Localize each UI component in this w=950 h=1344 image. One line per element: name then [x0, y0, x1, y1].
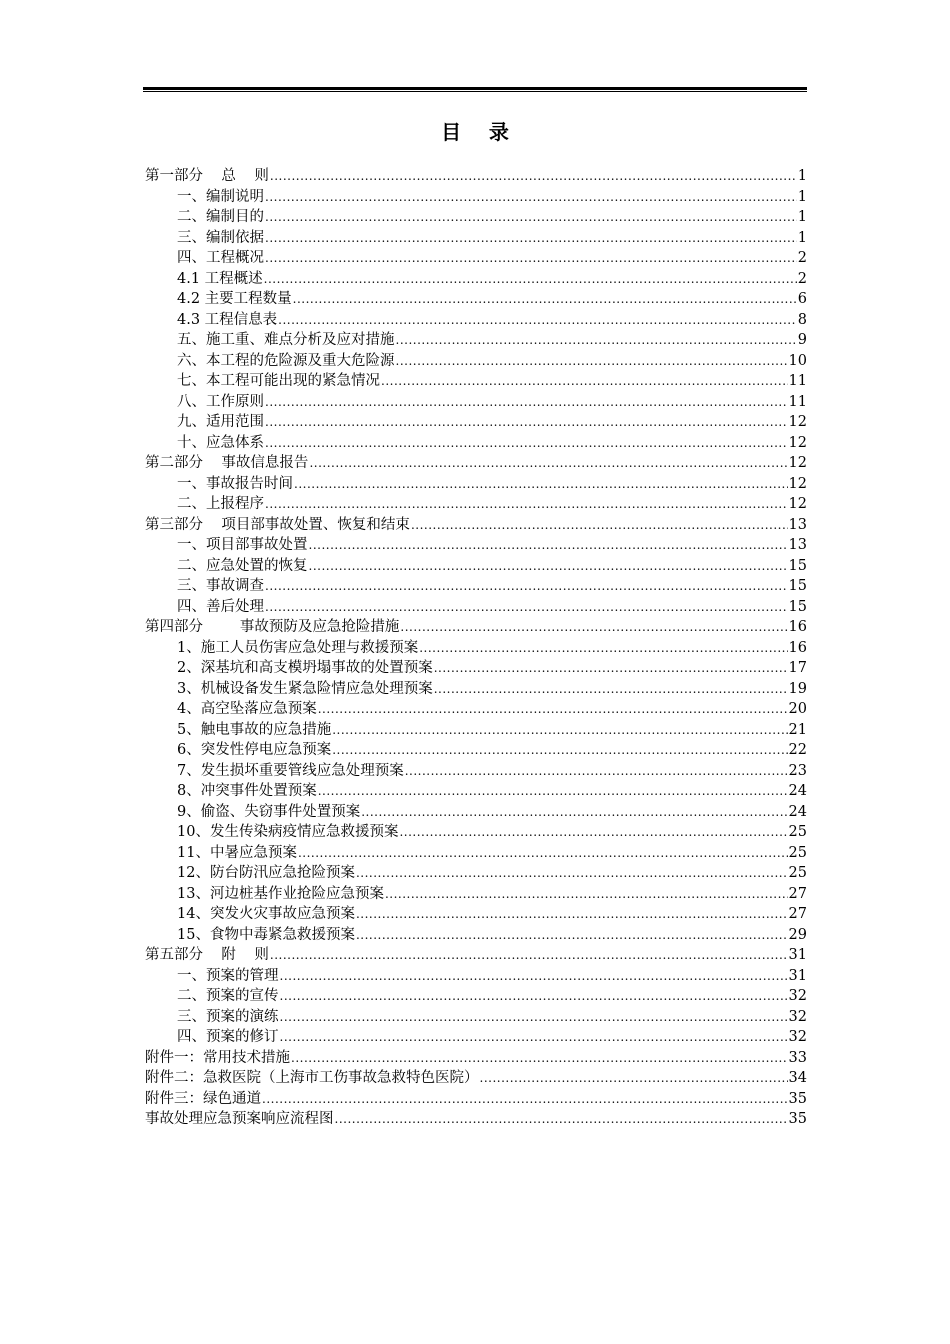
toc-entry-label: 12、防台防汛应急抢险预案 — [177, 865, 355, 881]
toc-dot-leader — [265, 392, 788, 413]
toc-dot-leader — [264, 269, 797, 290]
toc-entry-label: 11、中暑应急预案 — [177, 844, 297, 861]
toc-entry[interactable] — [145, 392, 807, 413]
toc-entry-page-number: 24 — [788, 783, 807, 799]
toc-entry-label: 7、发生损坏重要管线应急处理预案 — [177, 762, 404, 779]
toc-dot-leader — [270, 945, 788, 966]
toc-entry[interactable] — [145, 884, 807, 905]
toc-dot-leader — [381, 371, 788, 392]
toc-entry[interactable] — [145, 289, 807, 310]
toc-entry-label: 附件二：急救医院（上海市工伤事故急救特色医院） — [145, 1070, 479, 1086]
toc-entry[interactable] — [145, 453, 807, 474]
toc-dot-leader — [356, 925, 788, 946]
toc-dot-leader — [411, 515, 788, 536]
toc-entry-page-number: 32 — [788, 1008, 807, 1025]
toc-entry-label: 3、机械设备发生紧急险情应急处理预案 — [177, 680, 433, 697]
toc-entry-page-number: 13 — [788, 537, 807, 553]
toc-entry-page-number: 25 — [788, 844, 807, 861]
toc-entry-label: 一、事故报告时间 — [177, 475, 293, 492]
toc-entry-page-number: 1 — [797, 209, 807, 225]
toc-entry[interactable] — [145, 433, 807, 454]
toc-dot-leader — [332, 720, 787, 741]
toc-entry-label: 4.3 工程信息表 — [177, 311, 278, 328]
toc-dot-leader — [405, 761, 788, 782]
toc-dot-leader — [280, 1007, 788, 1028]
toc-dot-leader — [318, 699, 788, 720]
toc-entry-label: 13、河边桩基作业抢险应急预案 — [177, 885, 384, 902]
toc-entry-page-number: 2 — [797, 250, 807, 266]
toc-entry-page-number: 29 — [788, 926, 807, 943]
toc-entry-label: 八、工作原则 — [177, 393, 264, 410]
toc-entry[interactable] — [145, 269, 807, 290]
toc-entry-label: 九、适用范围 — [177, 414, 264, 430]
toc-dot-leader — [280, 986, 788, 1007]
toc-entry-page-number: 2 — [797, 270, 807, 287]
toc-entry-label: 十、应急体系 — [177, 434, 264, 451]
toc-entry[interactable] — [145, 310, 807, 331]
toc-dot-leader — [265, 597, 788, 618]
toc-dot-leader — [396, 330, 797, 351]
toc-entry-page-number: 21 — [788, 721, 807, 738]
toc-entry-label: 三、事故调查 — [177, 578, 264, 594]
toc-dot-leader — [399, 822, 787, 843]
toc-dot-leader — [293, 289, 797, 310]
toc-entry[interactable] — [145, 556, 807, 577]
toc-dot-leader — [309, 453, 787, 474]
toc-entry-label: 三、编制依据 — [177, 229, 264, 246]
toc-entry[interactable] — [145, 1048, 807, 1069]
toc-entry-label: 14、突发火灾事故应急预案 — [177, 906, 355, 922]
toc-dot-leader — [265, 187, 797, 208]
toc-entry-label: 5、触电事故的应急措施 — [177, 721, 332, 738]
toc-entry-label: 二、应急处置的恢复 — [177, 557, 308, 574]
toc-dot-leader — [309, 535, 788, 556]
toc-entry-label: 9、偷盗、失窃事件处置预案 — [177, 803, 361, 820]
toc-dot-leader — [318, 781, 788, 802]
toc-entry-page-number: 35 — [788, 1111, 807, 1127]
toc-entry-page-number: 32 — [788, 988, 807, 1004]
toc-entry-page-number: 8 — [797, 311, 807, 328]
toc-entry[interactable] — [145, 351, 807, 372]
toc-dot-leader — [480, 1068, 788, 1089]
toc-entry-label: 五、施工重、难点分析及应对措施 — [177, 332, 395, 348]
toc-entry[interactable] — [145, 474, 807, 495]
toc-entry[interactable] — [145, 781, 807, 802]
toc-entry[interactable] — [145, 494, 807, 515]
toc-entry-page-number: 32 — [788, 1029, 807, 1045]
toc-entry[interactable] — [145, 617, 807, 638]
toc-entry-page-number: 16 — [788, 639, 807, 656]
toc-entry[interactable] — [145, 412, 807, 433]
toc-entry-label: 第三部分 项目部事故处置、恢复和结束 — [145, 516, 410, 533]
toc-entry-label: 4.1 工程概述 — [177, 270, 263, 287]
toc-entry-page-number: 9 — [797, 332, 807, 348]
toc-dot-leader — [265, 412, 788, 433]
toc-dot-leader — [332, 740, 787, 761]
toc-entry-page-number: 27 — [788, 885, 807, 902]
toc-entry-label: 附件一：常用技术措施 — [145, 1049, 290, 1066]
toc-entry-page-number: 19 — [788, 680, 807, 697]
toc-entry-page-number: 12 — [788, 455, 807, 471]
toc-entry-label: 4.2 主要工程数量 — [177, 291, 292, 307]
toc-entry-page-number: 11 — [788, 373, 807, 389]
header-rule-thin — [143, 91, 807, 92]
toc-dot-leader — [262, 1089, 788, 1110]
toc-entry[interactable] — [145, 658, 807, 679]
toc-entry-page-number: 27 — [788, 906, 807, 922]
toc-entry[interactable] — [145, 720, 807, 741]
toc-entry-label: 事故处理应急预案响应流程图 — [145, 1111, 334, 1127]
toc-dot-leader — [265, 207, 797, 228]
toc-entry-page-number: 25 — [788, 865, 807, 881]
toc-entry-page-number: 15 — [788, 578, 807, 594]
toc-entry-page-number: 31 — [788, 967, 807, 984]
toc-dot-leader — [361, 802, 787, 823]
toc-dot-leader — [280, 966, 788, 987]
toc-entry-page-number: 24 — [788, 803, 807, 820]
toc-entry-page-number: 12 — [788, 434, 807, 451]
toc-entry-page-number: 16 — [788, 619, 807, 635]
toc-dot-leader — [265, 433, 788, 454]
toc-entry[interactable] — [145, 515, 807, 536]
toc-dot-leader — [278, 310, 797, 331]
toc-entry-label: 四、工程概况 — [177, 250, 264, 266]
toc-entry[interactable] — [145, 576, 807, 597]
toc-entry-page-number: 33 — [788, 1049, 807, 1066]
toc-entry-label: 二、上报程序 — [177, 496, 264, 512]
toc-entry-label: 二、编制目的 — [177, 209, 264, 225]
toc-entry-page-number: 1 — [797, 188, 807, 205]
toc-entry-label: 1、施工人员伤害应急处理与救援预案 — [177, 639, 419, 656]
toc-dot-leader — [434, 679, 788, 700]
toc-dot-leader — [270, 166, 797, 187]
toc-entry[interactable] — [145, 925, 807, 946]
toc-entry[interactable] — [145, 986, 807, 1007]
toc-entry-page-number: 23 — [788, 762, 807, 779]
toc-entry-page-number: 17 — [788, 660, 807, 676]
toc-entry-label: 四、善后处理 — [177, 598, 264, 615]
toc-entry-label: 一、预案的管理 — [177, 967, 279, 984]
toc-dot-leader — [291, 1048, 788, 1069]
toc-dot-leader — [298, 843, 788, 864]
toc-entry[interactable] — [145, 371, 807, 392]
toc-entry-page-number: 1 — [797, 229, 807, 246]
toc-entry-label: 四、预案的修订 — [177, 1029, 279, 1045]
toc-entry-label: 4、高空坠落应急预案 — [177, 701, 317, 717]
toc-entry-page-number: 20 — [788, 701, 807, 717]
toc-entry-page-number: 12 — [788, 496, 807, 512]
toc-dot-leader — [356, 904, 788, 925]
toc-entry[interactable] — [145, 679, 807, 700]
toc-entry-page-number: 15 — [788, 557, 807, 574]
toc-entry-label: 附件三：绿色通道 — [145, 1090, 261, 1107]
toc-entry-label: 第二部分 事故信息报告 — [145, 455, 309, 471]
toc-entry-page-number: 22 — [788, 742, 807, 758]
toc-entry-label: 10、发生传染病疫情应急救援预案 — [177, 824, 399, 840]
toc-entry-page-number: 15 — [788, 598, 807, 615]
toc-entry[interactable] — [145, 1027, 807, 1048]
toc-entry-page-number: 35 — [788, 1090, 807, 1107]
toc-entry[interactable] — [145, 597, 807, 618]
toc-entry-page-number: 34 — [788, 1070, 807, 1086]
toc-entry-page-number: 1 — [797, 168, 807, 184]
toc-entry-page-number: 10 — [788, 352, 807, 369]
toc-dot-leader — [400, 617, 787, 638]
toc-entry-label: 6、突发性停电应急预案 — [177, 742, 332, 758]
toc-entry-label: 七、本工程可能出现的紧急情况 — [177, 373, 380, 389]
toc-entry[interactable] — [145, 166, 807, 187]
toc-entry[interactable] — [145, 904, 807, 925]
toc-dot-leader — [385, 884, 788, 905]
toc-dot-leader — [265, 228, 797, 249]
toc-entry[interactable] — [145, 248, 807, 269]
toc-entry[interactable] — [145, 1068, 807, 1089]
header-rule — [143, 87, 807, 90]
toc-entry[interactable] — [145, 761, 807, 782]
toc-entry-label: 2、深基坑和高支模坍塌事故的处置预案 — [177, 660, 433, 676]
toc-dot-leader — [265, 576, 788, 597]
toc-entry-page-number: 11 — [788, 393, 807, 410]
toc-entry[interactable] — [145, 945, 807, 966]
toc-entry[interactable] — [145, 207, 807, 228]
toc-entry[interactable] — [145, 1007, 807, 1028]
toc-entry[interactable] — [145, 1109, 807, 1130]
toc-dot-leader — [265, 494, 788, 515]
toc-entry[interactable] — [145, 535, 807, 556]
toc-entry-label: 一、编制说明 — [177, 188, 264, 205]
toc-dot-leader — [419, 638, 787, 659]
toc-dot-leader — [265, 248, 797, 269]
toc-entry-label: 15、食物中毒紧急救援预案 — [177, 926, 355, 943]
toc-entry-page-number: 12 — [788, 475, 807, 492]
toc-entry-page-number: 6 — [797, 291, 807, 307]
toc-entry[interactable] — [145, 699, 807, 720]
toc-entry-page-number: 31 — [788, 947, 807, 963]
toc-dot-leader — [396, 351, 788, 372]
toc-entry[interactable] — [145, 966, 807, 987]
toc-entry-label: 第四部分 事故预防及应急抢险措施 — [145, 619, 400, 635]
toc-entry-label: 第五部分 附 则 — [145, 947, 269, 963]
toc-entry[interactable] — [145, 843, 807, 864]
toc-entry-label: 8、冲突事件处置预案 — [177, 783, 317, 799]
toc-title: 目 录 — [441, 120, 509, 144]
toc-entry[interactable] — [145, 330, 807, 351]
toc-entry-label: 二、预案的宣传 — [177, 988, 279, 1004]
toc-dot-leader — [309, 556, 788, 577]
table-of-contents — [145, 166, 807, 1130]
toc-entry[interactable] — [145, 638, 807, 659]
toc-dot-leader — [294, 474, 788, 495]
toc-entry-label: 一、项目部事故处置 — [177, 537, 308, 553]
toc-entry[interactable] — [145, 802, 807, 823]
toc-entry-page-number: 12 — [788, 414, 807, 430]
toc-dot-leader — [356, 863, 788, 884]
toc-entry-page-number: 13 — [788, 516, 807, 533]
toc-entry[interactable] — [145, 740, 807, 761]
toc-dot-leader — [434, 658, 788, 679]
toc-entry[interactable] — [145, 187, 807, 208]
toc-entry-label: 三、预案的演练 — [177, 1008, 279, 1025]
toc-dot-leader — [280, 1027, 788, 1048]
toc-entry[interactable] — [145, 1089, 807, 1110]
toc-entry-label: 第一部分 总 则 — [145, 168, 269, 184]
toc-entry[interactable] — [145, 228, 807, 249]
toc-entry[interactable] — [145, 822, 807, 843]
toc-dot-leader — [335, 1109, 788, 1130]
toc-entry-label: 六、本工程的危险源及重大危险源 — [177, 352, 395, 369]
toc-entry-page-number: 25 — [788, 824, 807, 840]
toc-entry[interactable] — [145, 863, 807, 884]
